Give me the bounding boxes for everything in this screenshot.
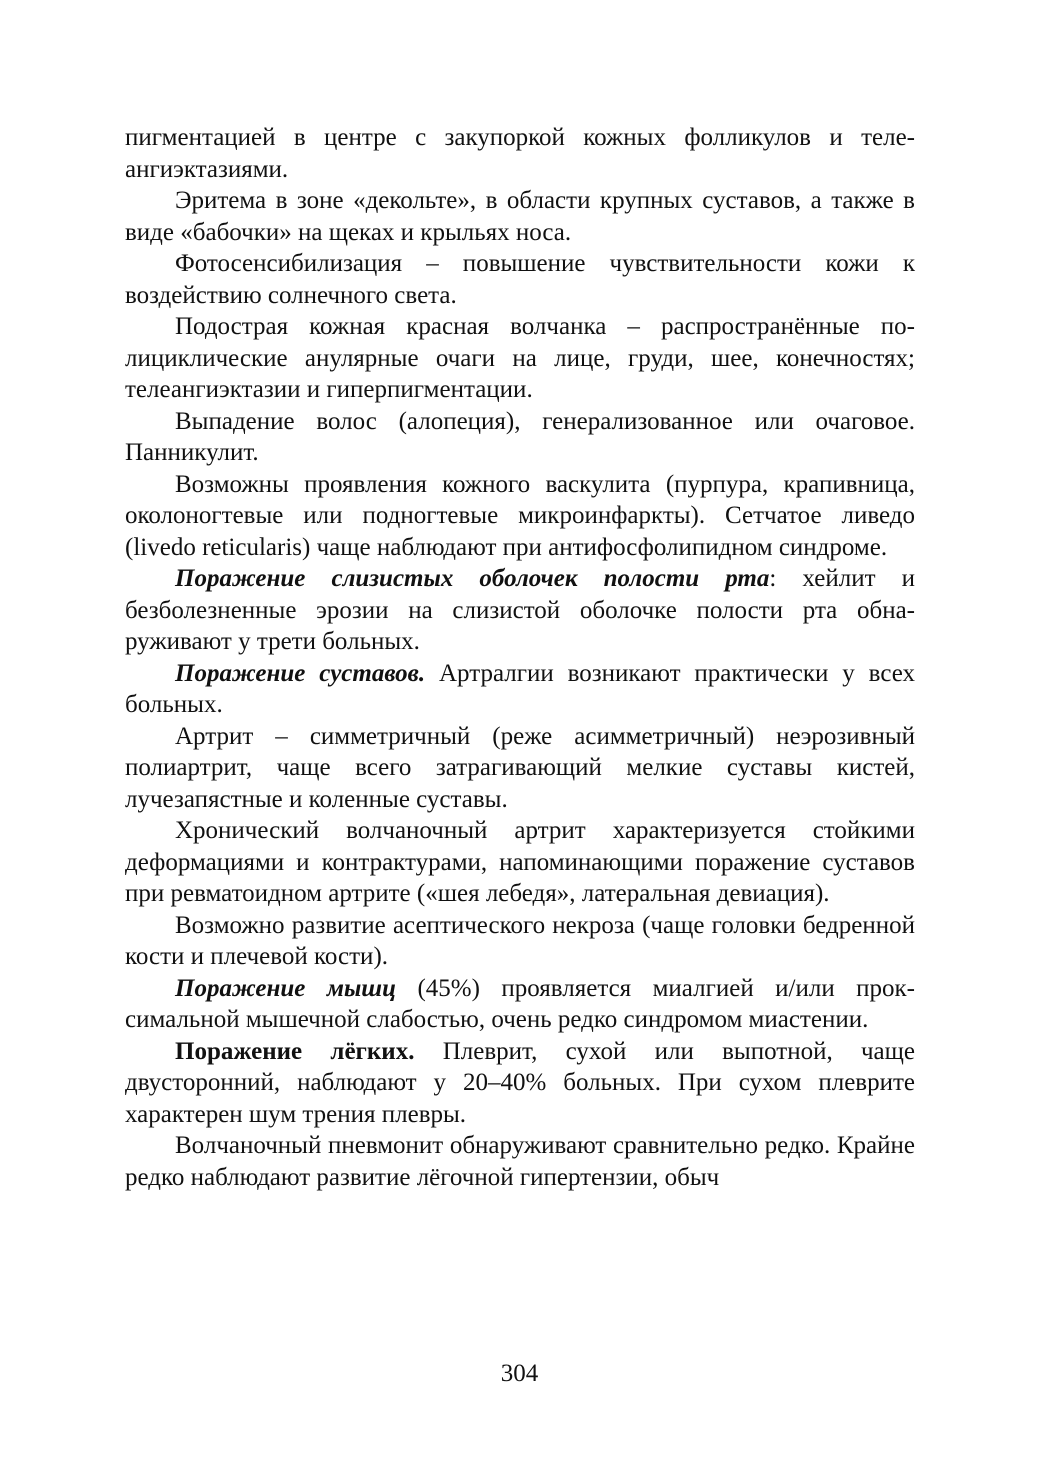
page-number: 304 — [500, 1360, 539, 1387]
paragraph-6 — [125, 469, 915, 564]
paragraph-5 — [125, 406, 915, 469]
paragraph-text: Выпадение волос (алопеция), генерализованное или очаговое. Панникулит. — [125, 407, 915, 466]
paragraph-text: Артралгии возникают практически у всех больных. — [125, 659, 916, 718]
section-heading-muscles: Поражение мышц — [175, 974, 397, 1002]
paragraph-9 — [125, 721, 915, 816]
paragraph-8 — [125, 658, 915, 721]
paragraph-12 — [125, 973, 915, 1036]
paragraph-7 — [125, 563, 915, 658]
paragraph-text: Волчаночный пневмонит обнаруживают сравнительно редко. Крайне редко наблюдают развитие лёгочной гипертензии, обыч — [125, 1132, 915, 1191]
page-body — [125, 122, 915, 1193]
paragraph-text: : хейлит и безболезненные эрозии на слизистой оболочке полости рта обнаруживают у трети больных. — [125, 565, 915, 655]
paragraph-text: Подострая кожная красная волчанка – распространённые полициклические анулярные очаги на лице, груди, шее, конечностях; телеангиэктазии и гиперпигментации. — [125, 313, 915, 403]
paragraph-text: Фотосенсибилизация – повышение чувствительности кожи к воздействию солнечного света. — [125, 250, 915, 309]
paragraph-text: Возможны проявления кожного васкулита (пурпура, крапивница, околоногтевые или подногтевые микроинфаркты). Сетчатое ливедо (livedo reticularis) чаще наблюдают при антифосфолипидном синдроме. — [125, 470, 915, 561]
paragraph-text: Эритема в зоне «декольте», в области крупных суставов, а также в виде «бабочки» на щеках и крыльях носа. — [125, 187, 915, 246]
paragraph-2 — [125, 185, 915, 248]
paragraph-text: пигментацией в центре с закупоркой кожных фолликулов и телеангиэктазиями. — [125, 124, 915, 183]
paragraph-11 — [125, 910, 915, 973]
paragraph-10 — [125, 815, 915, 910]
paragraph-4 — [125, 311, 915, 406]
paragraph-14 — [125, 1130, 915, 1193]
paragraph-text: Плеврит, сухой или выпотной, чаще двусторонний, наблюдают у 20–40% больных. При сухом плеврите характерен шум трения плевры. — [125, 1037, 915, 1128]
paragraph-text: Артрит – симметричный (реже асимметричный) неэрозивный полиартрит, чаще всего затрагивающий мелкие суставы кистей, лучезапястные и коленные суставы. — [125, 722, 915, 813]
paragraph-3 — [125, 248, 915, 311]
paragraph-13 — [125, 1036, 915, 1131]
section-heading-oral-mucosa: Поражение слизистых оболочек полости рта — [175, 565, 770, 592]
section-heading-lungs: Поражение лёгких. — [175, 1037, 415, 1065]
paragraph-text: Возможно развитие асептического некроза (чаще головки бедренной кости и плечевой кости). — [125, 911, 915, 970]
paragraph-1 — [125, 122, 915, 185]
paragraph-text: (45%) проявляется миалгией и/или проксимальной мышечной слабостью, очень редко синдромом миастении. — [125, 974, 915, 1033]
section-heading-joints: Поражение суставов. — [175, 659, 426, 687]
paragraph-text: Хронический волчаночный артрит характеризуется стойкими деформациями и контрактурами, напоминающими поражение суставов при ревматоидном артрите («шея лебедя», латеральная девиация). — [125, 817, 915, 907]
